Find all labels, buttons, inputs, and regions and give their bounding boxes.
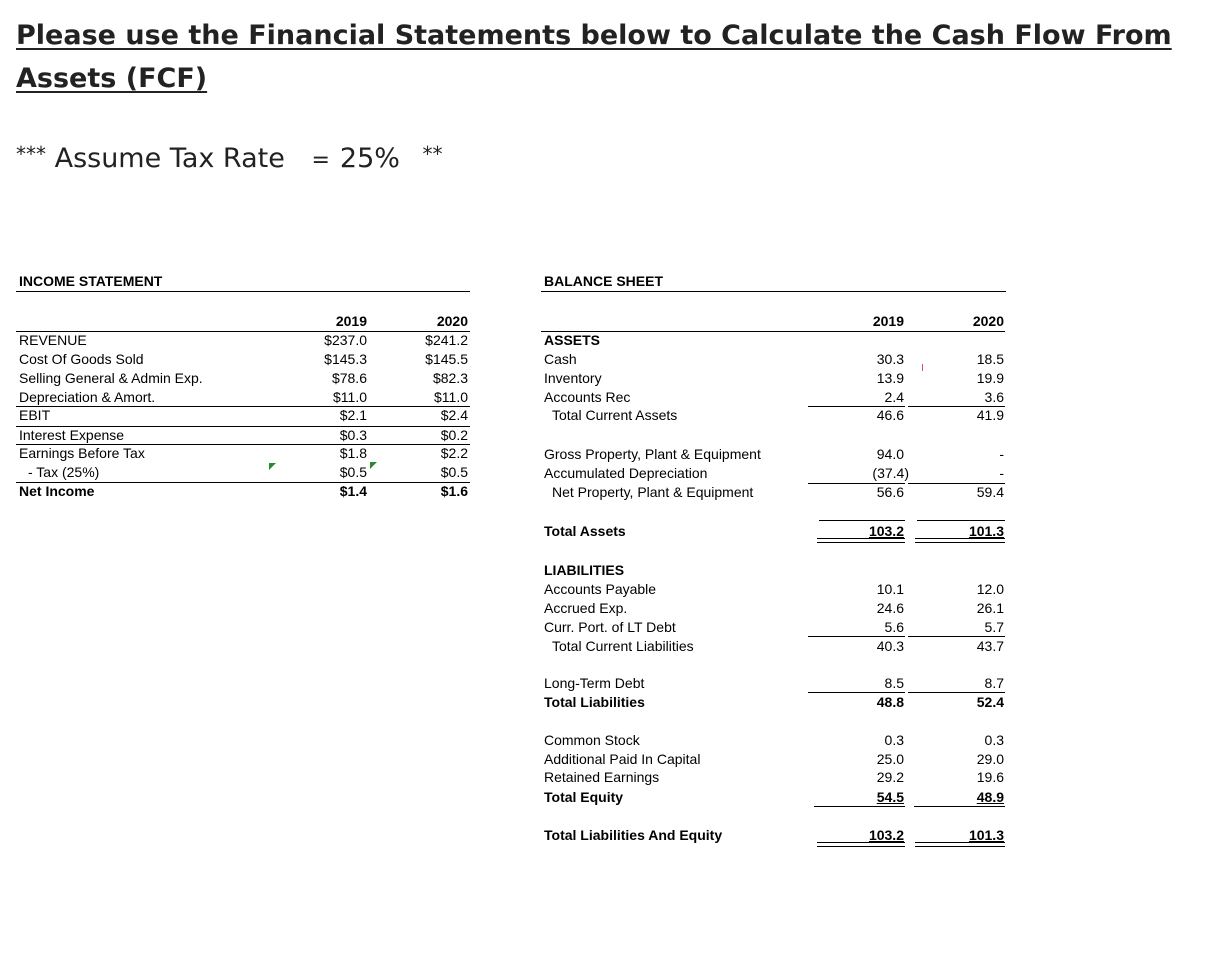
value-2019: 13.9: [876, 370, 904, 386]
value-2020: $1.6: [440, 483, 468, 499]
value-2020: -: [999, 465, 1004, 481]
value-2019: 48.8: [876, 694, 904, 710]
row-label: Selling General & Admin Exp.: [19, 370, 203, 386]
value-2020: 41.9: [976, 407, 1004, 423]
bs-row-cash: [541, 350, 1007, 369]
is-year-2020: 2020: [436, 313, 468, 329]
row-label: Earnings Before Tax: [19, 445, 145, 461]
row-label: Additional Paid In Capital: [544, 751, 701, 767]
is-row-revenue: [16, 331, 470, 350]
double-underline: [915, 842, 1005, 847]
value-2019: 8.5: [884, 675, 904, 691]
is-row-depreciation: [16, 388, 470, 407]
value-2020: $145.5: [425, 351, 468, 367]
bs-year-2019: 2019: [872, 313, 904, 329]
value-2020: $2.2: [440, 445, 468, 461]
value-2020: $11.0: [434, 389, 468, 405]
bs-row-common-stock: [541, 731, 1007, 750]
bs-year-row: [541, 312, 1007, 331]
value-2020: 26.1: [976, 600, 1004, 616]
is-row-tax: [16, 463, 470, 482]
row-label: Curr. Port. of LT Debt: [544, 619, 676, 635]
value-2020: 8.7: [984, 675, 1004, 691]
value-2019: 56.6: [876, 484, 904, 500]
row-label: Gross Property, Plant & Equipment: [544, 446, 761, 462]
row-label: Net Property, Plant & Equipment: [552, 484, 754, 500]
page-title: Please use the Financial Statements below to Calculate the Cash Flow From Assets (FCF): [16, 20, 1172, 94]
bs-row-inventory: [541, 369, 1007, 388]
is-row-cogs: [16, 350, 470, 369]
bs-row-gross-ppe: [541, 445, 1007, 464]
tax-note-equals: =: [311, 148, 330, 173]
value-2020: 3.6: [984, 389, 1004, 405]
value-2019: 0.3: [884, 732, 904, 748]
value-2020: 101.3: [968, 523, 1004, 539]
value-2020: 18.5: [976, 351, 1004, 367]
value-2020: $0.5: [440, 464, 468, 480]
value-2020: 19.9: [976, 370, 1004, 386]
total-rule: [814, 806, 905, 807]
bs-row-accrued-exp: [541, 599, 1007, 618]
tax-note-prefix: ***: [16, 142, 46, 166]
bs-row-total-current-assets: [541, 406, 1007, 425]
value-2019: $1.8: [339, 445, 367, 461]
is-year-2019: 2019: [335, 313, 367, 329]
row-label: Cost Of Goods Sold: [19, 351, 144, 367]
row-label: - Tax (25%): [28, 464, 100, 480]
comment-marker-icon: [269, 463, 276, 470]
row-label: Total Equity: [544, 789, 624, 805]
comment-marker-icon: [370, 462, 377, 469]
value-2019: $0.3: [339, 427, 367, 443]
row-label: Accrued Exp.: [544, 600, 628, 616]
row-label: Inventory: [544, 370, 602, 386]
row-label: Accumulated Depreciation: [544, 465, 708, 481]
value-2019: 30.3: [876, 351, 904, 367]
bs-row-accum-dep: [541, 464, 1007, 483]
row-label: Accounts Payable: [544, 581, 657, 597]
value-2020: 29.0: [976, 751, 1004, 767]
row-label: EBIT: [19, 407, 51, 423]
balance-sheet: [541, 272, 1007, 852]
value-2019: 94.0: [876, 446, 904, 462]
bs-header-rule: [541, 331, 1005, 332]
value-2019: 29.2: [876, 769, 904, 785]
is-row-net-income: [16, 482, 470, 501]
value-2019: 40.3: [876, 638, 904, 654]
row-label: Total Liabilities: [544, 694, 645, 710]
value-2019: 5.6: [884, 619, 904, 635]
value-2019: 2.4: [884, 389, 904, 405]
total-rule: [917, 520, 1005, 521]
value-2020: 12.0: [976, 581, 1004, 597]
value-2020: 19.6: [976, 769, 1004, 785]
value-2020: $2.4: [440, 407, 468, 423]
row-label: Total Current Liabilities: [552, 638, 694, 654]
value-2019: 24.6: [876, 600, 904, 616]
double-underline: [915, 538, 1005, 543]
value-2019: $2.1: [339, 407, 367, 423]
value-2020: $241.2: [425, 332, 468, 348]
value-2020: $82.3: [432, 370, 468, 386]
row-label: REVENUE: [19, 332, 87, 348]
row-label: Depreciation & Amort.: [19, 389, 156, 405]
row-label: Total Current Assets: [552, 407, 678, 423]
value-2020: 59.4: [976, 484, 1004, 500]
income-statement-header: INCOME STATEMENT: [16, 272, 470, 292]
row-label: Accounts Rec: [544, 389, 631, 405]
row-label: Total Assets: [544, 523, 626, 539]
bs-row-retained-earnings: [541, 768, 1007, 787]
bs-row-accounts-payable: [541, 580, 1007, 599]
value-2020: $0.2: [440, 427, 468, 443]
total-rule: [914, 806, 1005, 807]
balance-sheet-header: BALANCE SHEET: [541, 272, 1006, 292]
value-2020: 43.7: [976, 638, 1004, 654]
section-label: ASSETS: [544, 332, 601, 348]
value-2020: 5.7: [984, 619, 1004, 635]
bs-row-long-term-debt: [541, 674, 1007, 693]
tax-note-value: 25%: [339, 143, 400, 174]
value-2020: -: [999, 446, 1004, 462]
row-label: Interest Expense: [19, 427, 125, 443]
value-2019: (37.4): [872, 465, 909, 481]
double-underline: [817, 538, 905, 543]
value-2020: 0.3: [984, 732, 1004, 748]
value-2019: 46.6: [876, 407, 904, 423]
tax-rate-note: [16, 142, 443, 174]
double-underline: [817, 842, 905, 847]
row-label: Net Income: [19, 483, 95, 499]
bs-row-apic: [541, 750, 1007, 769]
row-label: Retained Earnings: [544, 769, 660, 785]
bs-row-total-current-liabilities: [541, 637, 1007, 656]
value-2020: 48.9: [976, 789, 1004, 805]
value-2019: $1.4: [339, 483, 367, 499]
bs-row-accounts-rec: [541, 388, 1007, 407]
value-2019: $11.0: [333, 389, 367, 405]
row-label: Long-Term Debt: [544, 675, 645, 691]
is-year-row: [16, 312, 470, 331]
value-2019: $145.3: [324, 351, 367, 367]
value-2019: $78.6: [331, 370, 367, 386]
row-label: Cash: [544, 351, 577, 367]
bs-year-2020: 2020: [972, 313, 1004, 329]
section-label: LIABILITIES: [544, 562, 625, 578]
row-label: Total Liabilities And Equity: [544, 827, 723, 843]
tax-note-label: Assume Tax Rate: [54, 143, 285, 174]
value-2019: 103.2: [868, 523, 904, 539]
value-2019: 25.0: [876, 751, 904, 767]
value-2019: $237.0: [324, 332, 367, 348]
bs-row-net-ppe: [541, 483, 1007, 502]
income-statement: [16, 272, 470, 512]
row-label: Common Stock: [544, 732, 640, 748]
bs-row-total-liabilities: [541, 693, 1007, 712]
value-2019: 103.2: [868, 827, 904, 843]
is-row-interest: [16, 426, 470, 445]
value-2019: 10.1: [876, 581, 904, 597]
is-row-sga: [16, 369, 470, 388]
bs-row-total-equity: [541, 788, 1007, 807]
value-2020: 52.4: [976, 694, 1004, 710]
value-2019: $0.5: [339, 464, 367, 480]
tax-note-suffix: **: [422, 142, 443, 166]
value-2020: 101.3: [968, 827, 1004, 843]
value-2019: 54.5: [876, 789, 904, 805]
is-row-ebit: [16, 406, 470, 425]
total-rule: [819, 520, 905, 521]
is-row-ebt: [16, 444, 470, 463]
bs-row-curr-lt-debt: [541, 618, 1007, 637]
